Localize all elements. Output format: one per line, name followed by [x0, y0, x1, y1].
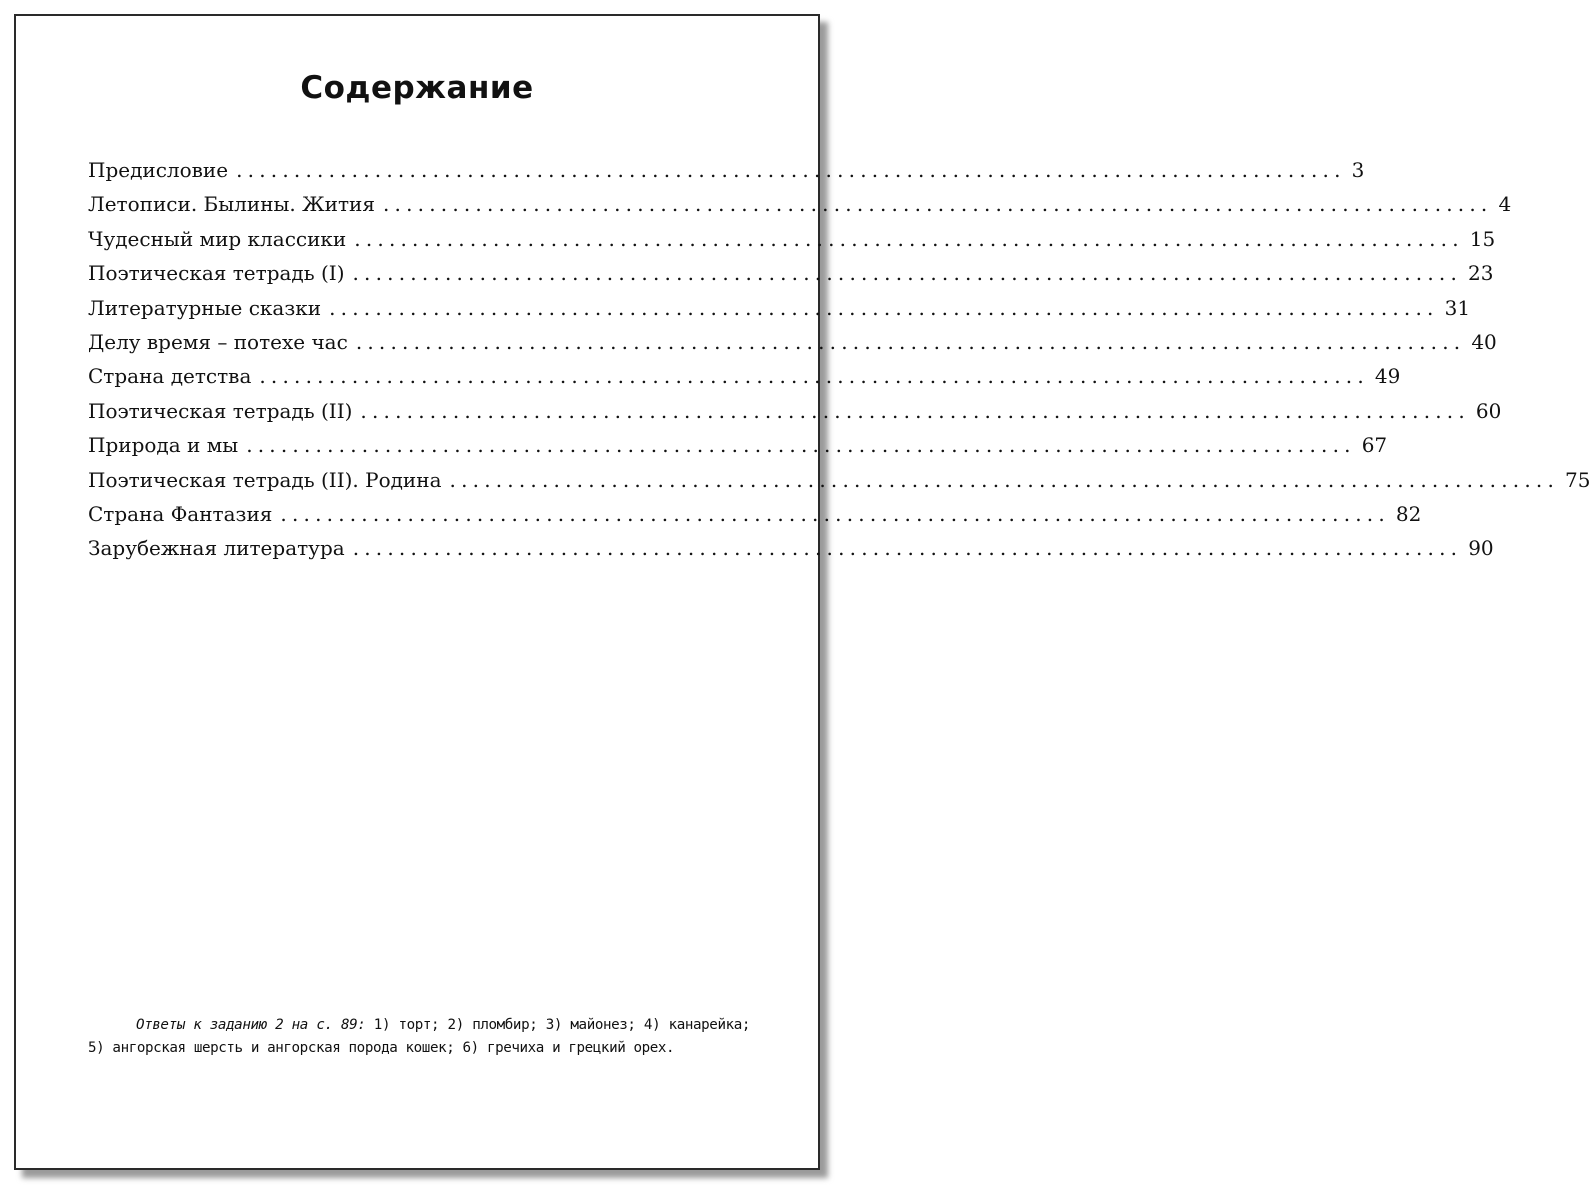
toc-entry[interactable]: [88, 467, 1590, 502]
footnote-text: 1) торт; 2) пломбир; 3) майонез; 4) канарейка; 5) ангорская шерсть и ангорская порода кошек; 6) гречиха и грецкий орех.: [88, 1017, 751, 1056]
toc-entry[interactable]: [88, 398, 1502, 433]
toc-leader-dots: ................................................................................................: [360, 398, 1470, 423]
toc-entry[interactable]: [88, 261, 1494, 295]
toc-leader-dots: ................................................................................................: [352, 536, 1463, 561]
toc-leader-dots: ................................................................................................: [280, 501, 1390, 526]
toc-entry-label: Литературные сказки: [88, 295, 322, 320]
toc-entry[interactable]: [88, 226, 1496, 261]
toc-entry[interactable]: [88, 501, 1422, 536]
toc-entry-page: 90: [1468, 536, 1494, 561]
toc-leader-dots: ................................................................................................: [259, 364, 1369, 389]
toc-leader-dots: ................................................................................................: [236, 158, 1346, 182]
toc-entry-page: 75: [1565, 467, 1590, 492]
page-title: Содержание: [300, 70, 534, 106]
toc-entry-page: 4: [1498, 192, 1512, 217]
toc-entry-page: 49: [1374, 364, 1401, 389]
toc-entry-label: Поэтическая тетрадь (II): [88, 398, 353, 423]
toc-entry-page: 15: [1469, 226, 1496, 251]
toc-entry[interactable]: [88, 536, 1494, 570]
toc-leader-dots: ................................................................................................: [354, 226, 1464, 251]
table-of-contents: [88, 158, 1590, 571]
toc-leader-dots: ................................................................................................: [329, 295, 1439, 320]
toc-entry-label: Поэтическая тетрадь (II). Родина: [88, 467, 442, 492]
toc-entry-page: 23: [1468, 261, 1494, 286]
toc-entry-label: Чудесный мир классики: [88, 226, 347, 251]
toc-entry-page: 67: [1361, 433, 1388, 458]
toc-entry-label: Делу время – потехе час: [88, 329, 348, 354]
toc-entry[interactable]: [88, 192, 1512, 226]
document-page: [14, 14, 1590, 1170]
toc-entry-page: 31: [1444, 295, 1471, 320]
toc-entry-label: Природа и мы: [88, 433, 239, 458]
toc-leader-dots: ................................................................................................: [355, 329, 1466, 354]
toc-entry-label: Страна Фантазия: [88, 501, 273, 526]
toc-leader-dots: ................................................................................................: [449, 467, 1560, 492]
toc-leader-dots: ................................................................................................: [382, 192, 1493, 217]
toc-entry-page: 40: [1471, 329, 1497, 354]
toc-entry-page: 3: [1351, 158, 1365, 182]
toc-entry-label: Летописи. Былины. Жития: [88, 192, 375, 217]
toc-entry[interactable]: [88, 433, 1388, 467]
toc-entry[interactable]: [88, 364, 1401, 398]
toc-entry-label: Страна детства: [88, 364, 252, 389]
toc-entry-label: Зарубежная литература: [88, 536, 345, 561]
toc-entry-label: Поэтическая тетрадь (I): [88, 261, 345, 286]
toc-entry[interactable]: [88, 295, 1471, 330]
toc-entry[interactable]: [88, 158, 1365, 192]
toc-entry-page: 82: [1395, 501, 1422, 526]
toc-leader-dots: ................................................................................................: [246, 433, 1356, 458]
answers-footnote: [88, 1014, 750, 1059]
toc-leader-dots: ................................................................................................: [352, 261, 1463, 286]
footnote-lead: Ответы к заданию 2 на с. 89:: [136, 1017, 366, 1033]
toc-entry-label: Предисловие: [88, 158, 229, 182]
toc-entry-page: 60: [1475, 398, 1502, 423]
toc-entry[interactable]: [88, 329, 1497, 364]
